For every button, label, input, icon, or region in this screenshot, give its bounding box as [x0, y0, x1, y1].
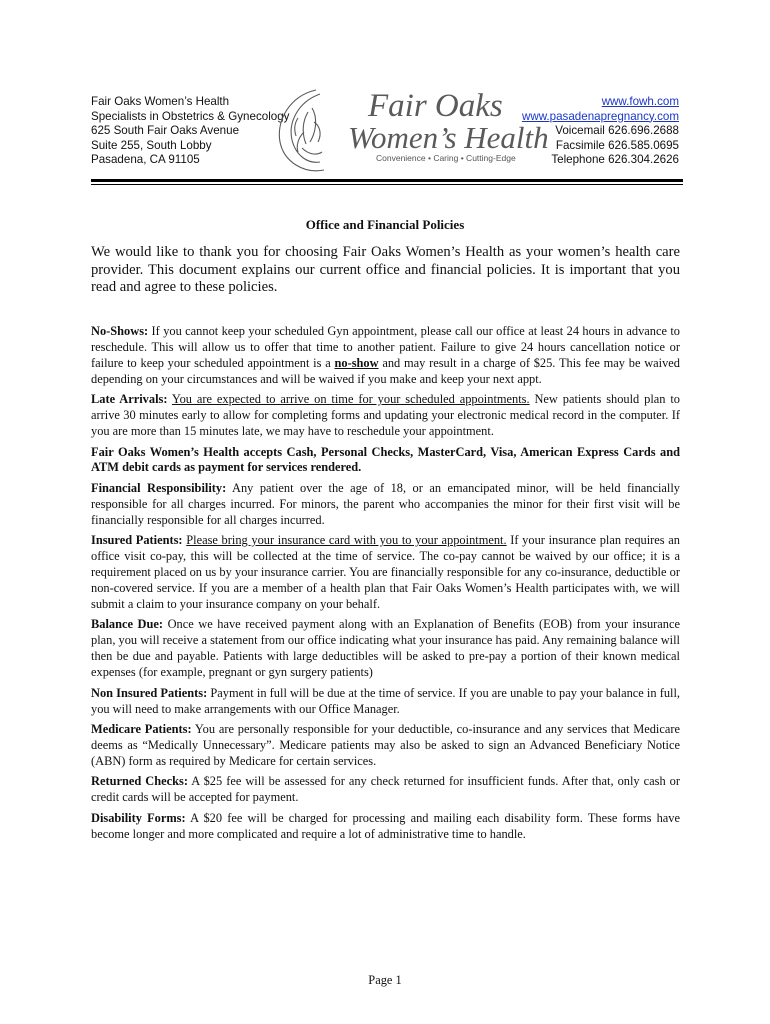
financial-responsibility-policy: Financial Responsibility: Any patient over the age of 18, or an emancipated minor, will be held financially responsible for all charges incurred. For minors, the parent who accompanies the minor for their first visit will be financially responsible for all charges incurred. — [91, 480, 680, 527]
payment-methods-policy: Fair Oaks Women’s Health accepts Cash, Personal Checks, MasterCard, Visa, American Express Cards and ATM debit cards as payment for services rendered. — [91, 444, 680, 475]
suite-address: Suite 255, South Lobby — [91, 138, 212, 152]
practice-address — [91, 95, 289, 168]
street-address: 625 South Fair Oaks Avenue — [91, 124, 240, 138]
medicare-heading: Medicare Patients: — [91, 722, 192, 736]
financial-heading: Financial Responsibility: — [91, 480, 227, 495]
practice-specialty: Specialists in Obstetrics & Gynecology — [91, 109, 290, 123]
insured-heading: Insured Patients: — [91, 533, 183, 548]
contact-info — [522, 95, 679, 168]
header-rule-thick — [91, 179, 683, 182]
late-arrivals-policy: Late Arrivals: You are expected to arrive on time for your scheduled appointments. New patients should plan to arrive 30 minutes early to allow for completing forms and updating your electronic medical record in the computer. If you are more than 15 minutes late, we may have to reschedule your appointment. — [91, 392, 681, 439]
balance-heading: Balance Due: — [91, 617, 164, 632]
header-rule-thin — [91, 184, 683, 185]
website-link[interactable]: www.fowh.com — [601, 95, 679, 108]
disability-forms-policy: Disability Forms: A $20 fee will be charged for processing and mailing each disability form. These forms have become longer and more complicated and require a lot of administrative time to handle. — [91, 810, 680, 841]
non-insured-heading: Non Insured Patients: — [91, 685, 208, 700]
logo-tagline: Convenience • Caring • Cutting-Edge — [376, 153, 516, 163]
disability-heading: Disability Forms: — [91, 810, 186, 825]
insured-patients-policy: Insured Patients: Please bring your insurance card with you to your appointment. If your insurance plan requires an office visit co-pay, this will be collected at the time of service. The co-pay cannot be waived by our office; it is a requirement placed on us by your insurance carrier. You are financially responsible for any co-insurance, deductible or non-covered service. If you are a member of a health plan that Fair Oaks Women’s Health participates with, we will submit a claim to your insurance company on your behalf. — [91, 533, 680, 611]
fax-number: Facsimile 626.585.0695 — [555, 138, 679, 152]
no-shows-heading: No-Shows: — [91, 324, 149, 338]
voicemail-number: Voicemail 626.696.2688 — [555, 124, 679, 138]
logo-line1: Fair Oaks — [368, 88, 503, 124]
page-number: Page 1 — [368, 973, 402, 987]
returned-checks-policy: Returned Checks: A $25 fee will be assessed for any check returned for insufficient funds. After that, only cash or credit cards will be accepted for payment. — [91, 774, 680, 805]
practice-name: Fair Oaks Women’s Health — [91, 95, 230, 108]
fair-oaks-logo — [268, 82, 549, 178]
page-title: Office and Financial Policies — [305, 217, 465, 232]
policy-body — [91, 324, 680, 847]
late-arrivals-heading: Late Arrivals: — [91, 392, 168, 407]
balance-due-policy: Balance Due: Once we have received payment along with an Explanation of Benefits (EOB) from your insurance plan, you will receive a statement from our office indicating what your insurance has paid. Any remaining balance will then be due and payable. Patients with large deductibles will be asked to pre-pay a portion of their known medical expenses (for example, pregnant or gyn surgery patients) — [91, 617, 680, 680]
medicare-policy: Medicare Patients: You are personally responsible for your deductible, co-insurance and any services that Medicare deems as “Medically Unnecessary”. Medicare patients may also be asked to sign an Advanced Beneficiary Notice (ABN) form as required by Medicare for certain services. — [91, 722, 680, 768]
returned-heading: Returned Checks: — [91, 774, 188, 789]
intro-paragraph: We would like to thank you for choosing Fair Oaks Women’s Health as your women’s health care provider. This document explains our current office and financial policies. It is important that you read and agree to these policies. — [91, 244, 680, 296]
non-insured-policy: Non Insured Patients: Payment in full will be due at the time of service. If you are unable to pay your balance in full, you will need to make arrangements with our Office Manager. — [91, 685, 681, 716]
pregnancy-website-link[interactable]: www.pasadenapregnancy.com — [521, 109, 679, 123]
logo-line2: Women’s Health — [348, 120, 549, 155]
city-address: Pasadena, CA 91105 — [91, 153, 200, 167]
telephone-number: Telephone 626.304.2626 — [551, 153, 679, 167]
no-show-emphasis: no-show — [334, 355, 379, 370]
no-shows-policy: No-Shows: If you cannot keep your scheduled Gyn appointment, please call our office at least 24 hours in advance to reschedule. This will allow us to offer that time to another patient. Failure to give 24 hours cancellation notice or failure to keep your scheduled appointment is a no-show and may result in a charge of $25. This fee may be waived depending on your circumstances and will be waived if you make and keep your next appt. — [91, 324, 680, 386]
